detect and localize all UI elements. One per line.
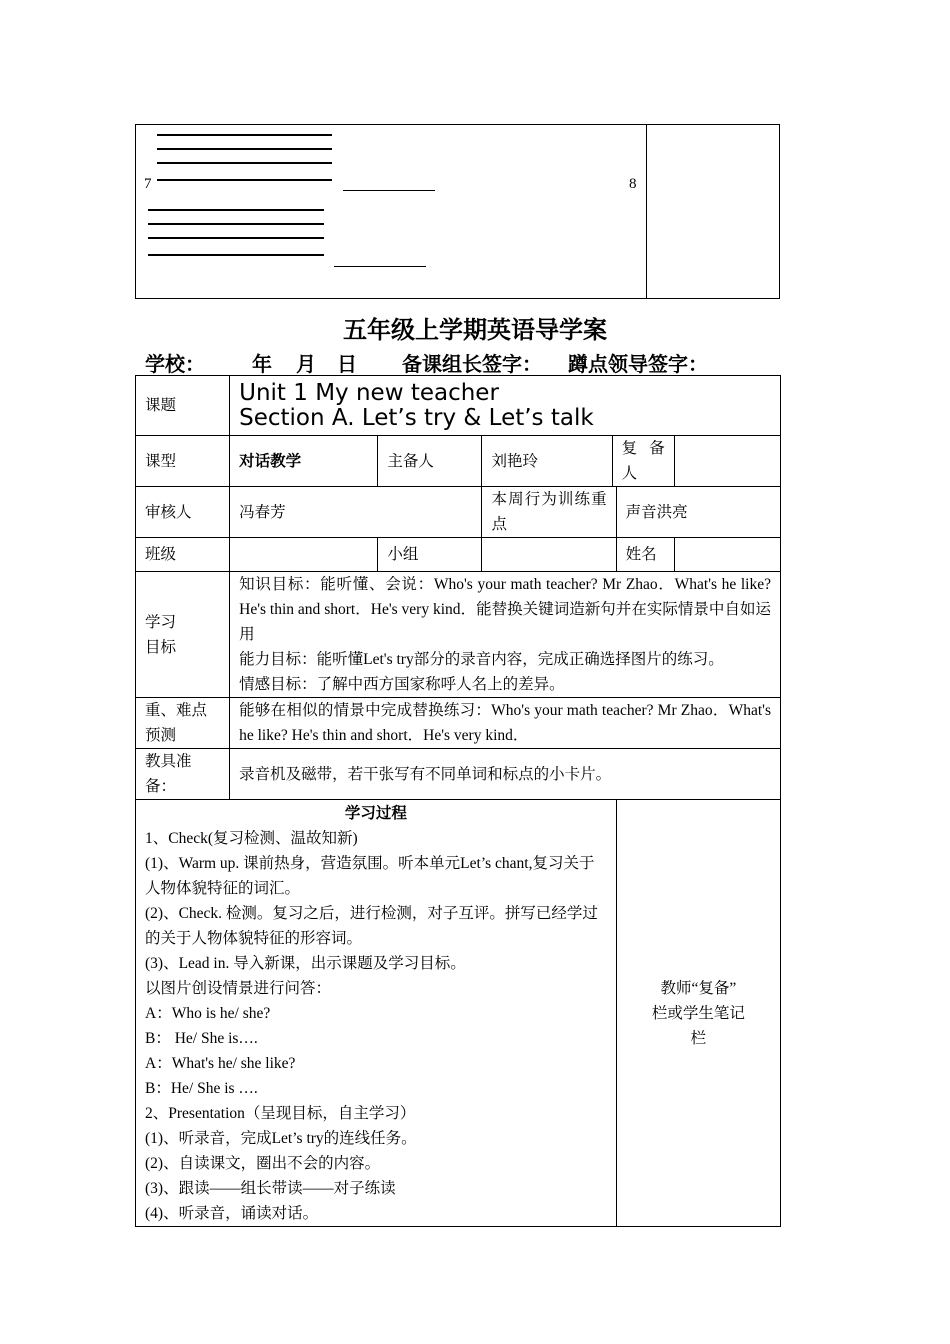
- knowledge-goal: 知识目标：能听懂、会说：Who's your math teacher? Mr Zhao．What's he like? He's thin and short．He's very kind．能替换关键词造新句并在实际情景中自如运用: [239, 576, 771, 643]
- reviewer-label: 审核人: [136, 487, 230, 538]
- type-label: 课型: [136, 436, 230, 487]
- page-title: 五年级上学期英语导学案: [343, 318, 607, 344]
- item-number-7: 7: [144, 176, 152, 192]
- process-line: (1)、听录音，完成Let’s try的连线任务。: [145, 1130, 417, 1147]
- process-title: 学习过程: [344, 805, 407, 822]
- writing-line: [148, 237, 324, 239]
- process-line: (3)、跟读——组长带读——对子练读: [145, 1180, 396, 1197]
- leader-signature-label: 备课组长签字：: [402, 354, 542, 376]
- reviewer-value: 冯春芳: [230, 487, 482, 538]
- process-line: 2、Presentation（呈现目标，自主学习）: [145, 1105, 416, 1122]
- topic-section: Section A. Let’s try & Let’s talk: [239, 404, 594, 431]
- process-line: A：What's he/ she like?: [145, 1055, 296, 1072]
- month-label: 月: [296, 354, 316, 376]
- name-label: 姓名: [616, 538, 674, 572]
- goals-label: [136, 572, 230, 698]
- year-label: 年: [252, 354, 272, 376]
- main-prep-label: 主备人: [378, 436, 482, 487]
- tools-label: 教具准备：: [136, 749, 230, 800]
- process-line: (2)、自读课文，圈出不会的内容。: [145, 1155, 381, 1172]
- supervisor-signature-label: 蹲点领导签字：: [568, 354, 708, 376]
- group-value: [482, 538, 616, 572]
- writing-line: [148, 209, 324, 211]
- difficulty-text: 能够在相似的情景中完成替换练习：Who's your math teacher? Mr Zhao．What's he like? He's thin and short．He's very kind．: [230, 698, 781, 749]
- class-label: 班级: [136, 538, 230, 572]
- difficulty-label: 重、难点预测: [136, 698, 230, 749]
- process-line: B：He/ She is ….: [145, 1080, 258, 1097]
- item-number-8: 8: [629, 176, 637, 192]
- writing-line: [157, 179, 332, 181]
- previous-page-divider: [646, 124, 647, 299]
- writing-line: [157, 148, 332, 150]
- emotion-goal: 情感目标：了解中西方国家称呼人名上的差异。: [239, 676, 565, 693]
- teacher-col-line1: 教师“复备”: [660, 980, 737, 997]
- group-label: 小组: [378, 538, 482, 572]
- lesson-plan-table: [135, 375, 781, 1227]
- teacher-notes-column: [616, 800, 780, 1227]
- process-line: 1、Check(复习检测、温故知新): [145, 830, 358, 847]
- topic-label: 课题: [136, 376, 230, 436]
- main-prep-value: 刘艳玲: [482, 436, 612, 487]
- goals-content: [230, 572, 781, 698]
- process-line: (4)、听录音，诵读对话。: [145, 1205, 319, 1222]
- type-value: 对话教学: [230, 436, 378, 487]
- reprep-value: [674, 436, 780, 487]
- process-line: A：Who is he/ she?: [145, 1005, 271, 1022]
- school-label: 学校：: [145, 354, 205, 376]
- goals-label-line1: 学习: [145, 613, 177, 631]
- writing-line: [157, 134, 332, 136]
- class-value: [230, 538, 378, 572]
- process-line: (1)、Warm up. 课前热身，营造氛围。听本单元Let’s chant,复习关于人物体貌特征的词汇。: [145, 855, 595, 897]
- topic-unit: Unit 1 My new teacher: [239, 379, 499, 406]
- behavior-value: 声音洪亮: [616, 487, 780, 538]
- writing-line: [148, 254, 324, 256]
- goals-label-line2: 目标: [145, 638, 177, 656]
- reprep-label-line1: 复 备: [621, 440, 665, 457]
- process-line: (2)、Check. 检测。复习之后，进行检测，对子互评。拼写已经学过的关于人物体貌特征的形容词。: [145, 905, 598, 947]
- tools-text: 录音机及磁带，若干张写有不同单词和标点的小卡片。: [230, 749, 781, 800]
- ability-goal: 能力目标：能听懂Let's try部分的录音内容，完成正确选择图片的练习。: [239, 651, 724, 668]
- teacher-col-line2: 栏或学生笔记: [651, 1005, 745, 1022]
- previous-page-box: [135, 124, 780, 299]
- answer-blank: [334, 266, 426, 267]
- process-line: (3)、Lead in. 导入新课，出示课题及学习目标。: [145, 955, 466, 972]
- process-line: B： He/ She is….: [145, 1030, 258, 1047]
- writing-line: [148, 223, 324, 225]
- day-label: 日: [337, 354, 357, 376]
- process-line: 以图片创设情景进行问答：: [145, 980, 332, 997]
- learning-process: [136, 800, 617, 1227]
- reprep-label-line2: 人: [621, 465, 638, 482]
- reprep-label: [612, 436, 674, 487]
- answer-blank: [343, 190, 435, 191]
- topic-value: [230, 376, 781, 436]
- behavior-label: 本周行为训练重点: [482, 487, 616, 538]
- name-value: [674, 538, 780, 572]
- teacher-col-line3: 栏: [690, 1030, 707, 1047]
- writing-line: [157, 162, 332, 164]
